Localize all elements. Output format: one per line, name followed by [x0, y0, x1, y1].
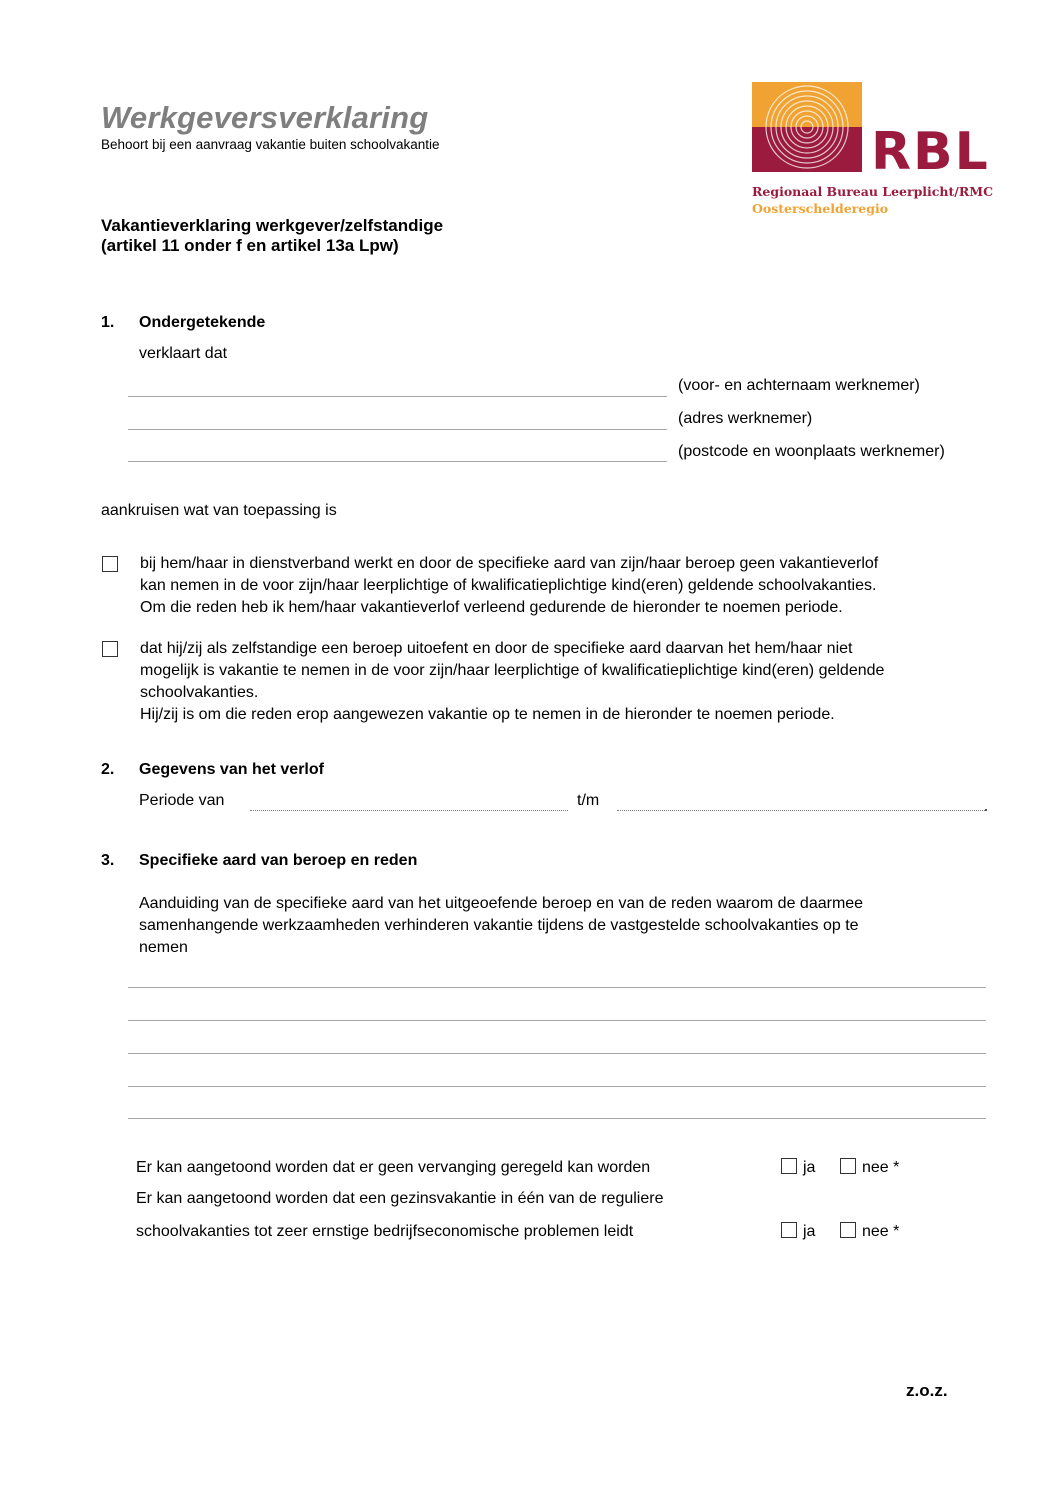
question1-yes-label: ja	[803, 1159, 816, 1176]
question2-yes-label: ja	[803, 1223, 816, 1240]
reason-line-2[interactable]	[128, 1020, 986, 1021]
reason-line-3[interactable]	[128, 1053, 986, 1054]
section3-title: Specifieke aard van beroep en reden	[139, 852, 418, 869]
section3-number: 3.	[101, 852, 115, 869]
option-employee-line: kan nemen in de voor zijn/haar leerplichtige of kwalificatieplichtige kind(eren) geldende schoolvakanties.	[140, 577, 877, 594]
section3-description-line: Aanduiding van de specifieke aard van het uitgeoefende beroep en van de reden waarom de daarmee	[139, 895, 864, 912]
section1-title: Ondergetekende	[139, 314, 266, 331]
section3-description-line: samenhangende werkzaamheden verhinderen vakantie tijdens de vastgestelde schoolvakanties op te	[139, 917, 859, 934]
option-selfemployed-text	[140, 638, 884, 726]
question-no-replacement: Er kan aangetoond worden dat er geen vervanging geregeld kan worden	[136, 1159, 651, 1176]
form-heading-line2: (artikel 11 onder f en artikel 13a Lpw)	[101, 236, 399, 255]
section1-number: 1.	[101, 314, 115, 331]
employee-postcode-city-label: (postcode en woonplaats werknemer)	[678, 443, 945, 460]
reason-line-5[interactable]	[128, 1118, 986, 1119]
document-subtitle: Behoort bij een aanvraag vakantie buiten schoolvakantie	[101, 137, 440, 152]
period-to-label: t/m	[577, 792, 600, 809]
employee-name-field[interactable]	[128, 396, 667, 397]
period-to-field[interactable]	[617, 810, 985, 811]
option-employee-text	[140, 553, 878, 619]
question-economic-problems-line1: Er kan aangetoond worden dat een gezinsvakantie in één van de reguliere	[136, 1190, 664, 1207]
employee-name-label: (voor- en achternaam werknemer)	[678, 377, 920, 394]
period-from-field[interactable]	[250, 810, 568, 811]
logo-region: Oosterschelderegio	[752, 201, 889, 216]
question1-yes-checkbox[interactable]	[781, 1158, 797, 1174]
employee-address-field[interactable]	[128, 429, 667, 430]
option-employee-line: bij hem/haar in dienstverband werkt en door de specifieke aard van zijn/haar beroep geen vakantieverlof	[140, 555, 879, 572]
question1-no-label: nee *	[862, 1159, 900, 1176]
section3-description-line: nemen	[139, 939, 188, 956]
question1-no-checkbox[interactable]	[840, 1158, 856, 1174]
reason-line-4[interactable]	[128, 1086, 986, 1087]
check-instruction: aankruisen wat van toepassing is	[101, 502, 337, 519]
logo-name: RBL	[871, 122, 990, 182]
document-title: Werkgeversverklaring	[101, 100, 429, 135]
option-selfemployed-line: mogelijk is vakantie te nemen in de voor zijn/haar leerplichtige of kwalificatieplichtige kind(eren) geldende	[140, 662, 885, 679]
option-selfemployed-line: Hij/zij is om die reden erop aangewezen vakantie op te nemen in de hieronder te noemen periode.	[140, 706, 835, 723]
question2-no-checkbox[interactable]	[840, 1222, 856, 1238]
question2-no-label: nee *	[862, 1223, 900, 1240]
page-turn-note: z.o.z.	[906, 1381, 948, 1400]
option-selfemployed-checkbox[interactable]	[102, 641, 118, 657]
option-selfemployed-line: dat hij/zij als zelfstandige een beroep uitoefent en door de specifieke aard daarvan het hem/haar niet	[140, 640, 853, 657]
question-economic-problems-line2: schoolvakanties tot zeer ernstige bedrijfseconomische problemen leidt	[136, 1223, 634, 1240]
reason-line-1[interactable]	[128, 987, 986, 988]
option-employee-checkbox[interactable]	[102, 556, 118, 572]
form-heading-line1: Vakantieverklaring werkgever/zelfstandige	[101, 216, 444, 235]
employee-postcode-city-field[interactable]	[128, 461, 667, 462]
section2-title: Gegevens van het verlof	[139, 761, 324, 778]
employee-address-label: (adres werknemer)	[678, 410, 813, 427]
line-end-dot	[985, 809, 987, 811]
section3-description	[139, 893, 863, 959]
logo-organisation: Regionaal Bureau Leerplicht/RMC	[752, 184, 994, 199]
question2-yes-checkbox[interactable]	[781, 1222, 797, 1238]
section2-number: 2.	[101, 761, 115, 778]
rbl-logo	[751, 82, 1001, 222]
option-selfemployed-line: schoolvakanties.	[140, 684, 259, 701]
section1-intro: verklaart dat	[139, 345, 228, 362]
option-employee-line: Om die reden heb ik hem/haar vakantieverlof verleend gedurende de hieronder te noemen periode.	[140, 599, 843, 616]
form-heading	[101, 216, 443, 256]
period-from-label: Periode van	[139, 792, 225, 809]
rbl-logo-icon	[752, 82, 862, 172]
